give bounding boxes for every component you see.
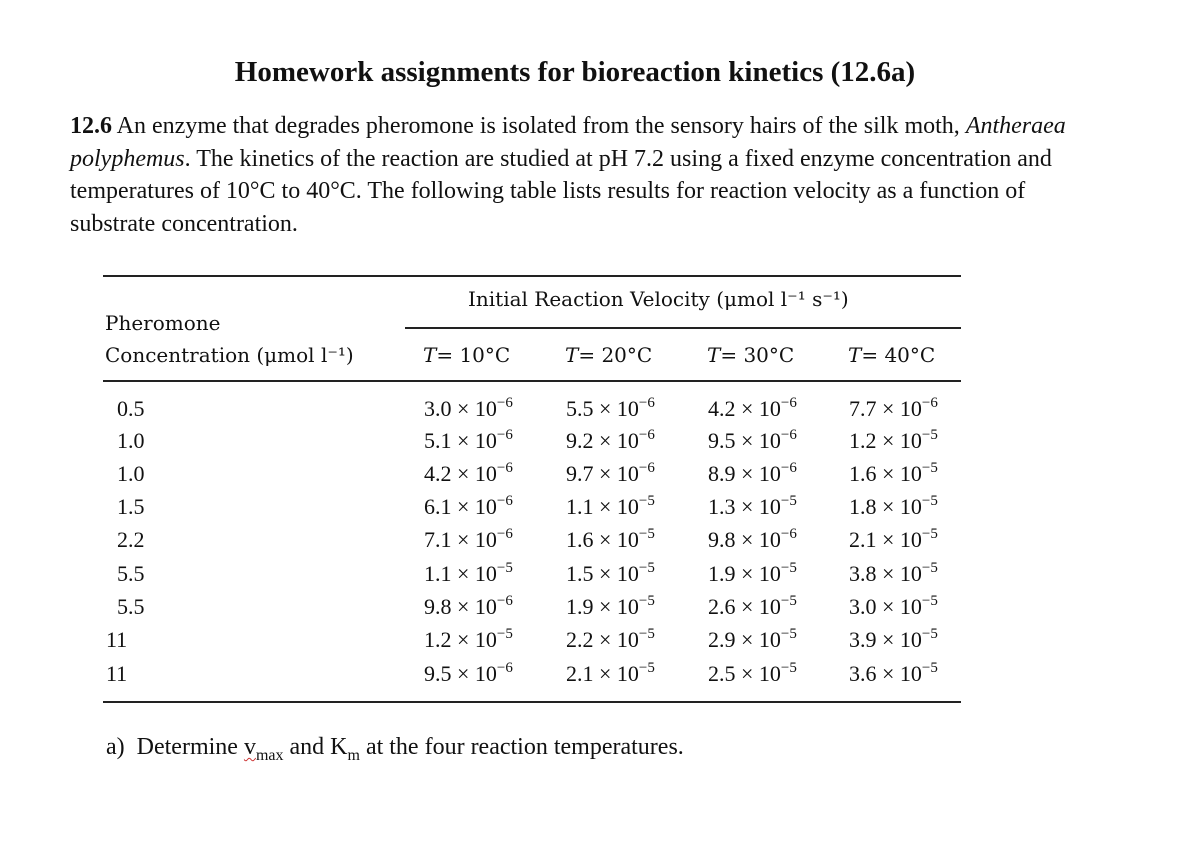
concentration-cell: 11: [106, 627, 128, 652]
velocity-cell: $2.1 \times 10^{-5}$: [849, 526, 938, 552]
concentration-header-line2: Concentration (μmol l⁻¹): [105, 343, 354, 367]
velocity-cell: $3.9 \times 10^{-5}$: [849, 626, 938, 652]
velocity-cell: $3.8 \times 10^{-5}$: [849, 560, 938, 586]
velocity-cell: $7.7 \times 10^{-6}$: [849, 395, 938, 421]
velocity-cell: $6.1 \times 10^{-6}$: [424, 493, 513, 519]
velocity-cell: $1.5 \times 10^{-5}$: [566, 560, 655, 586]
velocity-cell: $3.0 \times 10^{-6}$: [424, 395, 513, 421]
velocity-table: [103, 275, 963, 705]
velocity-cell: $9.5 \times 10^{-6}$: [424, 660, 513, 686]
velocity-cell: $9.8 \times 10^{-6}$: [708, 526, 797, 552]
temp-header-30: T= 30°C: [707, 343, 795, 367]
velocity-cell: $1.9 \times 10^{-5}$: [708, 560, 797, 586]
velocity-cell: $9.8 \times 10^{-6}$: [424, 593, 513, 619]
question-text-3: at the four reaction temperatures.: [359, 734, 684, 760]
concentration-cell: 1.0: [117, 461, 145, 486]
species-name: Antheraea polyphemus: [70, 113, 1066, 172]
table-row: [103, 561, 961, 594]
velocity-cell: $4.2 \times 10^{-6}$: [424, 460, 513, 486]
temp-header-40: T= 40°C: [848, 343, 936, 367]
table-row: [103, 594, 961, 627]
table-bottom-rule: [103, 701, 961, 703]
problem-number: 12.6: [70, 113, 112, 139]
velocity-cell: $9.5 \times 10^{-6}$: [708, 427, 797, 453]
velocity-cell: $1.6 \times 10^{-5}$: [849, 460, 938, 486]
velocity-cell: $1.2 \times 10^{-5}$: [424, 626, 513, 652]
table-row: [103, 494, 961, 527]
velocity-cell: $2.1 \times 10^{-5}$: [566, 660, 655, 686]
concentration-cell: 5.5: [117, 561, 145, 586]
velocity-header: Initial Reaction Velocity (μmol l⁻¹ s⁻¹): [468, 287, 849, 311]
concentration-cell: 5.5: [117, 594, 145, 619]
table-row: [103, 461, 961, 494]
problem-statement: [70, 110, 1080, 240]
velocity-cell: $8.9 \times 10^{-6}$: [708, 460, 797, 486]
problem-text-1: An enzyme that degrades pheromone is isolated from the sensory hairs of the silk moth,: [112, 113, 966, 139]
table-row: [103, 661, 961, 694]
velocity-cell: $3.0 \times 10^{-5}$: [849, 593, 938, 619]
velocity-cell: $5.1 \times 10^{-6}$: [424, 427, 513, 453]
velocity-cell: $1.2 \times 10^{-5}$: [849, 427, 938, 453]
table-row: [103, 396, 961, 429]
velocity-cell: $2.6 \times 10^{-5}$: [708, 593, 797, 619]
concentration-cell: 1.0: [117, 428, 145, 453]
velocity-cell: $1.8 \times 10^{-5}$: [849, 493, 938, 519]
table-header-rule: [103, 380, 961, 382]
velocity-cell: $1.1 \times 10^{-5}$: [424, 560, 513, 586]
concentration-cell: 11: [106, 661, 128, 686]
temp-header-10: T= 10°C: [423, 343, 511, 367]
temp-header-20: T= 20°C: [565, 343, 653, 367]
table-top-rule: [103, 275, 961, 277]
velocity-cell: $9.2 \times 10^{-6}$: [566, 427, 655, 453]
concentration-cell: 0.5: [117, 396, 145, 421]
page-title: Homework assignments for bioreaction kinetics (12.6a): [234, 56, 916, 88]
vmax-symbol: $v_{max}$: [243, 734, 284, 764]
velocity-cell: $1.6 \times 10^{-5}$: [566, 526, 655, 552]
velocity-cell: $2.5 \times 10^{-5}$: [708, 660, 797, 686]
question-label: a): [106, 734, 125, 760]
table-row: [103, 627, 961, 660]
concentration-cell: 1.5: [117, 494, 145, 519]
velocity-cell: $1.3 \times 10^{-5}$: [708, 493, 797, 519]
question-a: [106, 734, 684, 765]
velocity-cell: $2.2 \times 10^{-5}$: [566, 626, 655, 652]
table-row: [103, 428, 961, 461]
table-velocity-rule: [405, 327, 961, 329]
velocity-cell: $5.5 \times 10^{-6}$: [566, 395, 655, 421]
concentration-header-line1: Pheromone: [105, 311, 221, 335]
velocity-cell: $1.1 \times 10^{-5}$: [566, 493, 655, 519]
velocity-cell: $2.9 \times 10^{-5}$: [708, 626, 797, 652]
velocity-cell: $3.6 \times 10^{-5}$: [849, 660, 938, 686]
concentration-cell: 2.2: [117, 527, 145, 552]
question-text-2: and K: [283, 734, 348, 760]
velocity-cell: $4.2 \times 10^{-6}$: [708, 395, 797, 421]
problem-text-2: . The kinetics of the reaction are studied at pH 7.2 using a fixed enzyme concentration and temperatures of 10°C to 40°C. The following table lists results for reaction velocity as a function of substrate concentration.: [70, 145, 1052, 237]
velocity-cell: $7.1 \times 10^{-6}$: [424, 526, 513, 552]
km-subscript: m: [347, 746, 360, 764]
velocity-cell: $9.7 \times 10^{-6}$: [566, 460, 655, 486]
velocity-cell: $1.9 \times 10^{-5}$: [566, 593, 655, 619]
table-row: [103, 527, 961, 560]
question-text-1: Determine: [136, 734, 244, 760]
